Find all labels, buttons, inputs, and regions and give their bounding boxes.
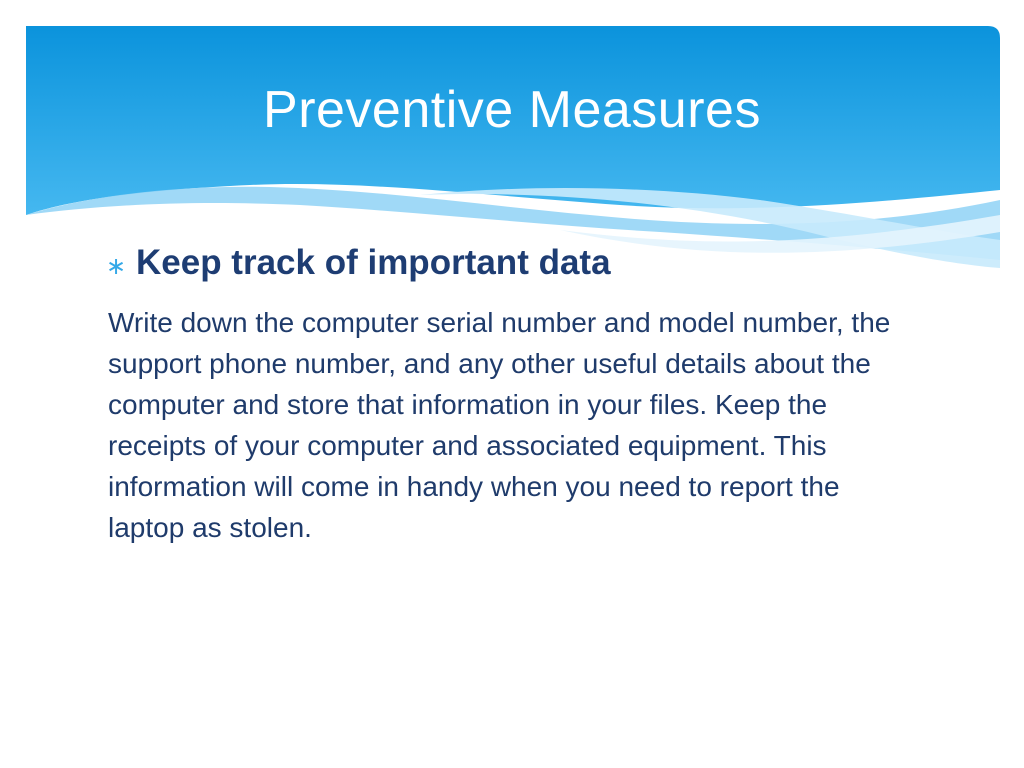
body-paragraph: Write down the computer serial number and model number, the support phone number, and any other useful details about the computer and store that information in your files. Keep the receipts of your computer and associated equipment. This information will come in handy when you need to report the laptop as stolen. — [108, 307, 891, 543]
bullet-heading: Keep track of important data — [136, 243, 611, 282]
asterisk-bullet-icon: ∗ — [106, 253, 127, 280]
bullet-item — [106, 240, 928, 290]
slide-title: Preventive Measures — [263, 81, 761, 139]
content-area — [108, 240, 928, 548]
